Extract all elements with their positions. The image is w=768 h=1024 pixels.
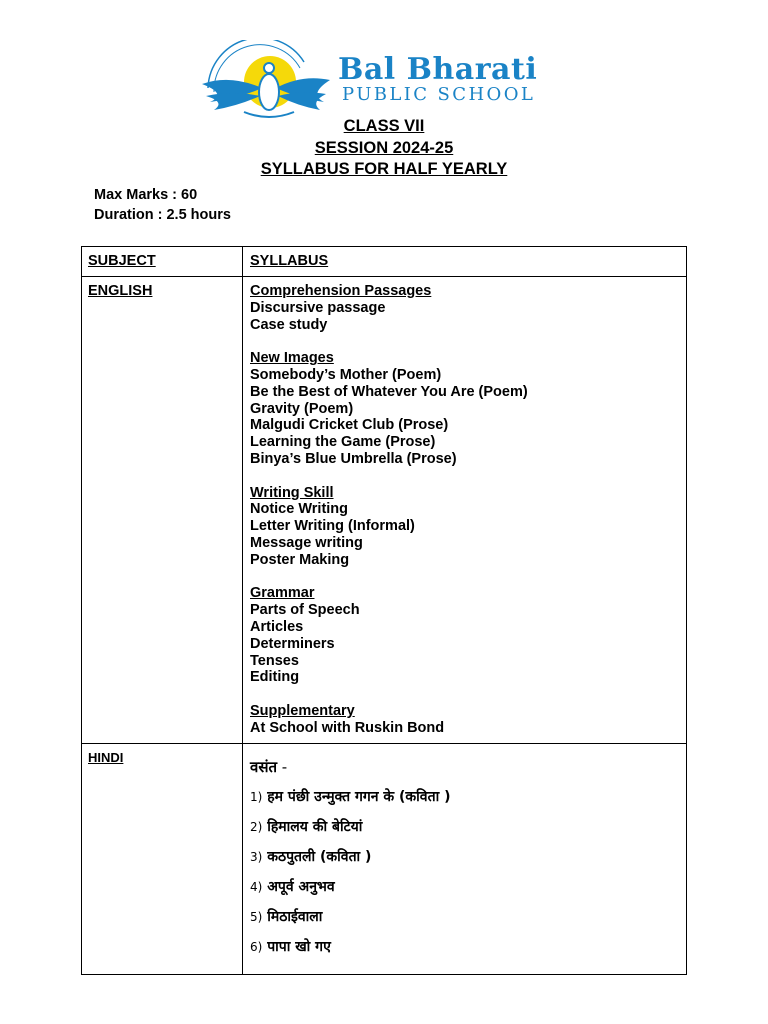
item-text: हम पंछी उन्मुक्त गगन के (कविता ) <box>262 788 451 805</box>
list-item: Discursive passage <box>250 299 386 316</box>
english-syllabus-cell <box>243 277 687 744</box>
item-number: 6) <box>250 939 263 954</box>
section-title: Grammar <box>250 585 315 602</box>
list-item: Determiners <box>250 635 335 652</box>
table-row-english <box>82 277 687 744</box>
hindi-syllabus-cell <box>243 743 687 974</box>
section-title: Supplementary <box>250 702 355 719</box>
table-header-row <box>82 247 687 277</box>
list-item: Editing <box>250 669 300 686</box>
section-title: Comprehension Passages <box>250 283 432 299</box>
item-text: हिमालय की बेटियां <box>262 818 363 835</box>
item-number: 1) <box>250 789 263 804</box>
list-item: Malgudi Cricket Club (Prose) <box>250 417 449 434</box>
list-item <box>250 842 686 872</box>
syllabus-title: SYLLABUS FOR HALF YEARLY <box>260 160 508 178</box>
list-item: Binya’s Blue Umbrella (Prose) <box>250 450 457 467</box>
max-marks: Max Marks : 60 <box>94 187 198 203</box>
class-heading: CLASS VII <box>343 117 425 135</box>
section-title: New Images <box>250 350 334 367</box>
english-subject-label: ENGLISH <box>88 283 153 299</box>
list-item: Poster Making <box>250 551 350 568</box>
syllabus-header-cell <box>243 247 687 277</box>
item-number: 5) <box>250 909 263 924</box>
list-item: At School with Ruskin Bond <box>250 719 445 736</box>
list-item <box>250 872 686 902</box>
list-item: Case study <box>250 316 328 333</box>
hindi-subject-cell <box>82 743 243 974</box>
session-heading: SESSION 2024-25 <box>314 138 454 157</box>
item-number: 2) <box>250 819 263 834</box>
school-subtitle: PUBLIC SCHOOL <box>342 84 536 105</box>
section-gap <box>250 333 686 350</box>
section-gap <box>250 468 686 485</box>
syllabus-table <box>81 246 687 975</box>
item-text: कठपुतली (कविता ) <box>262 848 372 865</box>
item-text: पापा खो गए <box>262 938 331 955</box>
section-title: Writing Skill <box>250 484 334 501</box>
school-name: Bal Bharati <box>338 52 538 87</box>
hindi-book-suffix: - <box>277 757 288 776</box>
item-number: 4) <box>250 879 263 894</box>
hindi-list <box>243 744 686 974</box>
list-item: Articles <box>250 618 304 635</box>
list-item: Tenses <box>250 652 299 669</box>
list-item: Learning the Game (Prose) <box>250 434 436 451</box>
section-gap <box>250 569 686 586</box>
list-item <box>250 812 686 842</box>
english-subject-cell <box>82 277 243 744</box>
item-number: 3) <box>250 849 263 864</box>
syllabus-column-header: SYLLABUS <box>250 253 329 269</box>
school-logo <box>200 40 570 124</box>
list-item: Letter Writing (Informal) <box>250 518 415 535</box>
subject-column-header: SUBJECT <box>88 253 156 269</box>
exam-meta <box>94 185 231 225</box>
logo-emblem-icon <box>200 40 335 124</box>
subject-header-cell <box>82 247 243 277</box>
item-text: अपूर्व अनुभव <box>262 878 335 895</box>
duration: Duration : 2.5 hours <box>94 207 231 223</box>
list-item: Gravity (Poem) <box>250 400 354 417</box>
list-item <box>250 782 686 812</box>
hindi-subject-label: HINDI <box>88 749 124 765</box>
list-item <box>250 932 686 962</box>
hindi-book-title <box>250 752 686 782</box>
hindi-book-name: वसंत <box>250 757 278 776</box>
list-item <box>250 902 686 932</box>
section-gap <box>250 686 686 703</box>
list-item: Be the Best of Whatever You Are (Poem) <box>250 383 528 400</box>
document-headings <box>0 116 768 181</box>
table-row-hindi <box>82 743 687 974</box>
list-item: Parts of Speech <box>250 602 360 619</box>
list-item: Somebody’s Mother (Poem) <box>250 366 442 383</box>
item-text: मिठाईवाला <box>262 908 323 925</box>
english-sections <box>243 277 686 743</box>
list-item: Notice Writing <box>250 501 349 518</box>
list-item: Message writing <box>250 534 363 551</box>
